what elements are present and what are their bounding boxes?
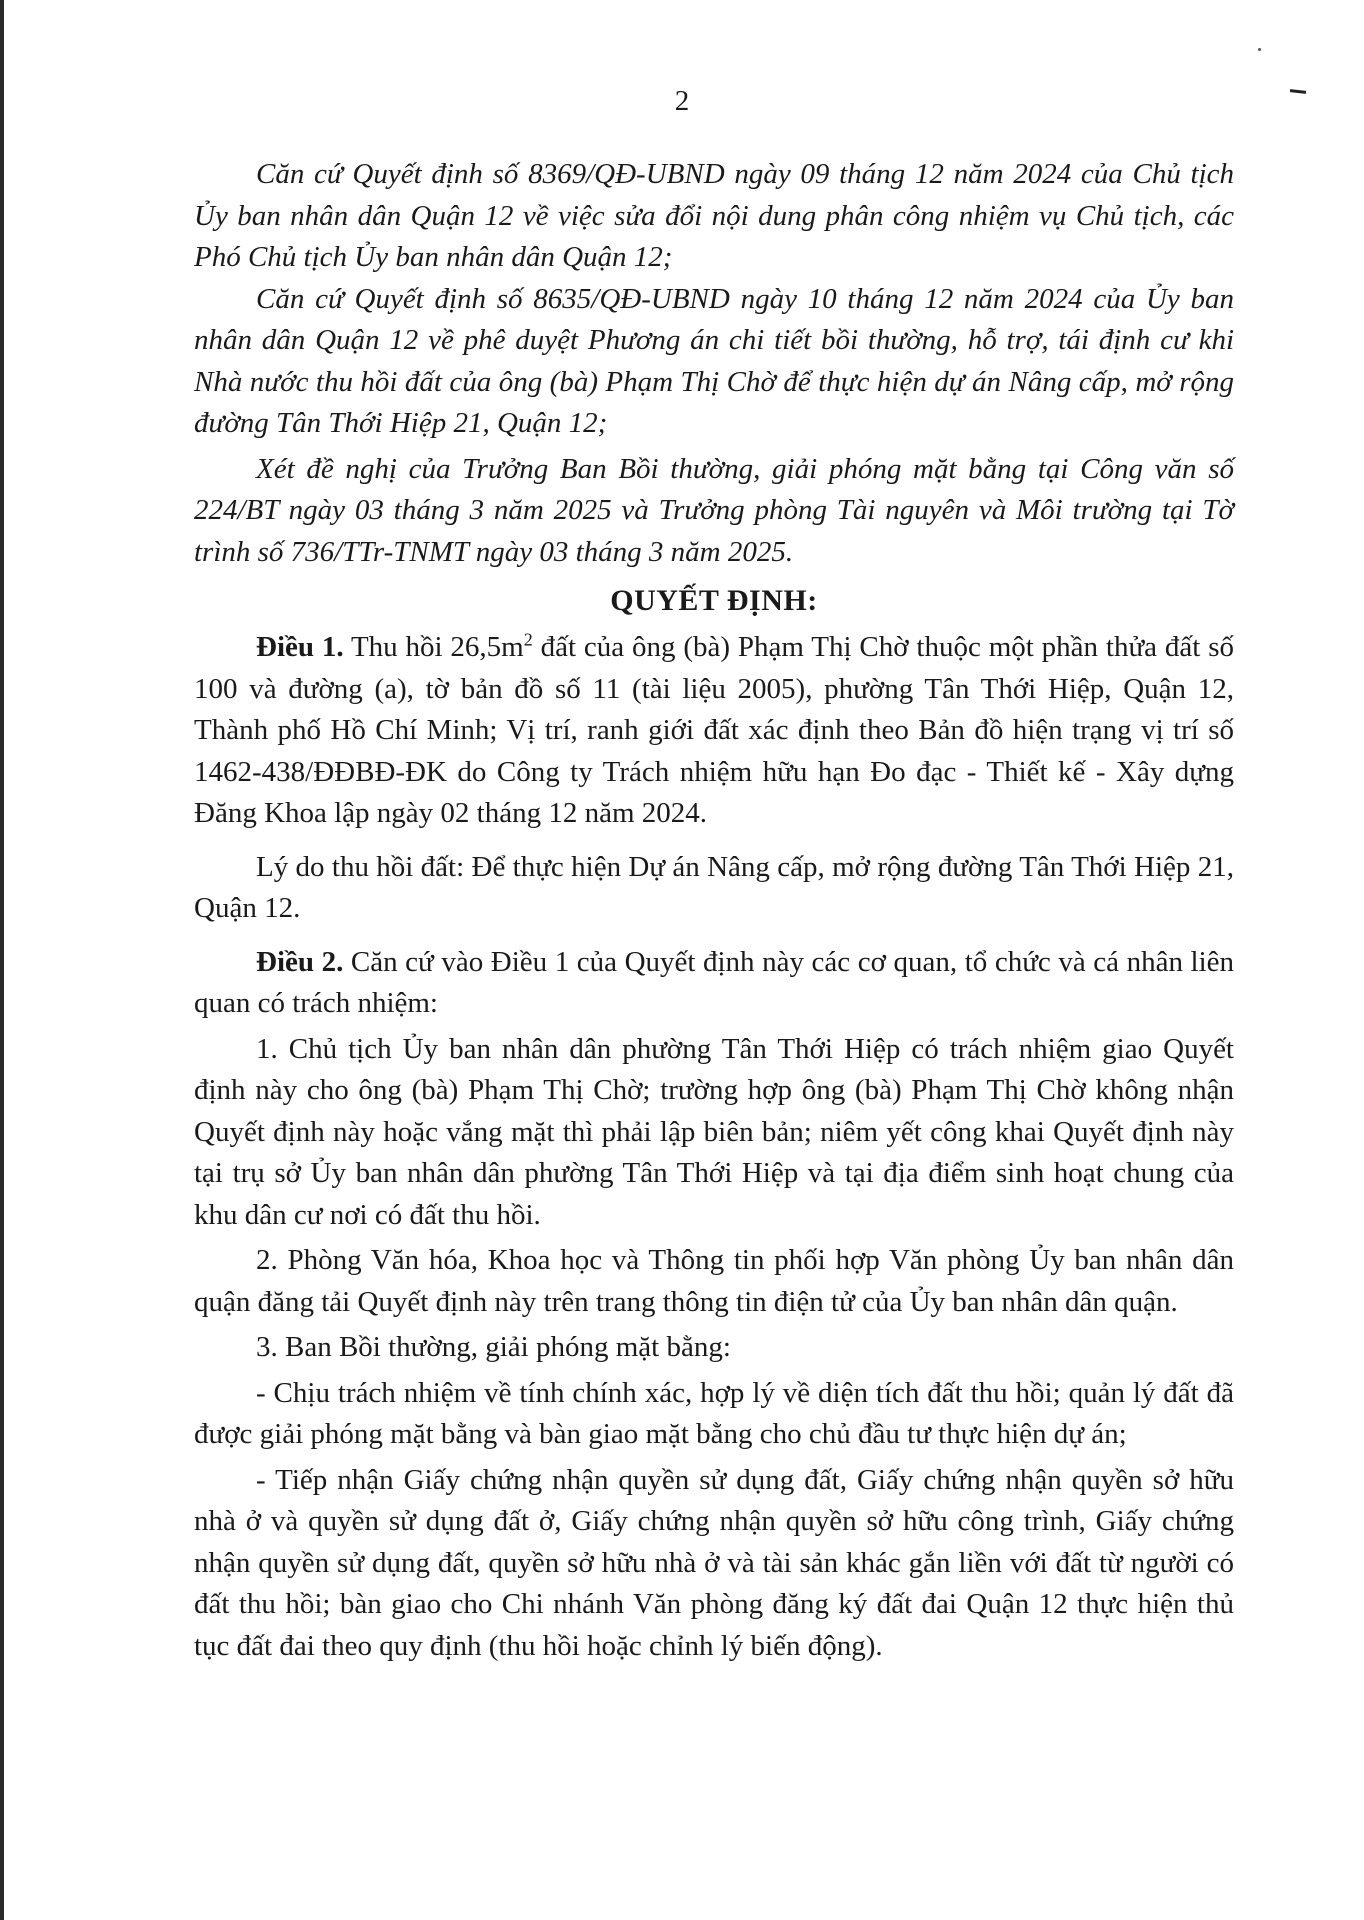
article-2-item-3-point-b: - Tiếp nhận Giấy chứng nhận quyền sử dụng đất, Giấy chứng nhận quyền sở hữu nhà ở và quyền sử dụng đất ở, Giấy chứng nhận quyền sở hữu công trình, Giấy chứng nhận quyền sử dụng đất, quyền sở hữu nhà ở và tài sản khác gắn liền với đất từ người có đất thu hồi; bàn giao cho Chi nhánh Văn phòng đăng ký đất đai Quận 12 thực hiện thủ tục đất đai theo quy định (thu hồi hoặc chỉnh lý biến động). (194, 1463, 1234, 1662)
article-2-paragraph (194, 942, 1234, 1025)
article-2-item-1: 1. Chủ tịch Ủy ban nhân dân phường Tân Thới Hiệp có trách nhiệm giao Quyết định này cho ông (bà) Phạm Thị Chờ; trường hợp ông (bà) Phạm Thị Chờ không nhận Quyết định này hoặc vắng mặt thì phải lập biên bản; niêm yết công khai Quyết định này tại trụ sở Ủy ban nhân dân phường Tân Thới Hiệp và tại địa điểm sinh hoạt chung của khu dân cư nơi có đất thu hồi. (194, 1032, 1234, 1231)
article-1-text-rest: đất của ông (bà) Phạm Thị Chờ thuộc một phần thửa đất số 100 và đường (a), tờ bản đồ số 11 (tài liệu 2005), phường Tân Thới Hiệp, Quận 12, Thành phố Hồ Chí Minh; Vị trí, ranh giới đất xác định theo Bản đồ hiện trạng vị trí số 1462-438/ĐĐBĐ-ĐK do Công ty Trách nhiệm hữu hạn Đo đạc - Thiết kế - Xây dựng Đăng Khoa lập ngày 02 tháng 12 năm 2024. (194, 631, 1234, 829)
area-unit-superscript: 2 (523, 629, 533, 650)
reason-paragraph: Lý do thu hồi đất: Để thực hiện Dự án Nâng cấp, mở rộng đường Tân Thới Hiệp 21, Quận 12. (194, 850, 1234, 924)
article-2-item-2: 2. Phòng Văn hóa, Khoa học và Thông tin phối hợp Văn phòng Ủy ban nhân dân quận đăng tải Quyết định này trên trang thông tin điện tử của Ủy ban nhân dân quận. (194, 1244, 1234, 1318)
scan-left-edge (0, 0, 4, 1920)
article-1-text-start: Thu hồi 26,5m (343, 631, 524, 663)
scan-speck (1258, 48, 1261, 51)
article-1-paragraph (194, 627, 1234, 835)
article-2-text: Căn cứ vào Điều 1 của Quyết định này các cơ quan, tổ chức và cá nhân liên quan có trách nhiệm: (194, 945, 1235, 1019)
document-body (194, 154, 1234, 1667)
article-1-label: Điều 1. (256, 631, 344, 663)
legal-basis-paragraph-2: Căn cứ Quyết định số 8635/QĐ-UBND ngày 10 tháng 12 năm 2024 của Ủy ban nhân dân Quận 12 về phê duyệt Phương án chi tiết bồi thường, hỗ trợ, tái định cư khi Nhà nước thu hồi đất của ông (bà) Phạm Thị Chờ để thực hiện dự án Nâng cấp, mở rộng đường Tân Thới Hiệp 21, Quận 12; (194, 282, 1234, 439)
proposal-paragraph: Xét đề nghị của Trưởng Ban Bồi thường, giải phóng mặt bằng tại Công văn số 224/BT ngày 03 tháng 3 năm 2025 và Trưởng phòng Tài nguyên và Môi trường tại Tờ trình số 736/TTr-TNMT ngày 03 tháng 3 năm 2025. (194, 452, 1234, 568)
article-2-label: Điều 2. (256, 945, 344, 978)
legal-basis-paragraph-1: Căn cứ Quyết định số 8369/QĐ-UBND ngày 09 tháng 12 năm 2024 của Chủ tịch Ủy ban nhân dân Quận 12 về việc sửa đổi nội dung phân công nhiệm vụ Chủ tịch, các Phó Chủ tịch Ủy ban nhân dân Quận 12; (194, 158, 1234, 273)
decision-heading: QUYẾT ĐỊNH: (610, 584, 818, 617)
article-2-item-3-point-a: - Chịu trách nhiệm về tính chính xác, hợp lý về diện tích đất thu hồi; quản lý đất đã được giải phóng mặt bằng và bàn giao mặt bằng cho chủ đầu tư thực hiện dự án; (194, 1376, 1234, 1450)
article-2-item-3: 3. Ban Bồi thường, giải phóng mặt bằng: (256, 1331, 731, 1363)
page-number: 2 (674, 85, 690, 117)
